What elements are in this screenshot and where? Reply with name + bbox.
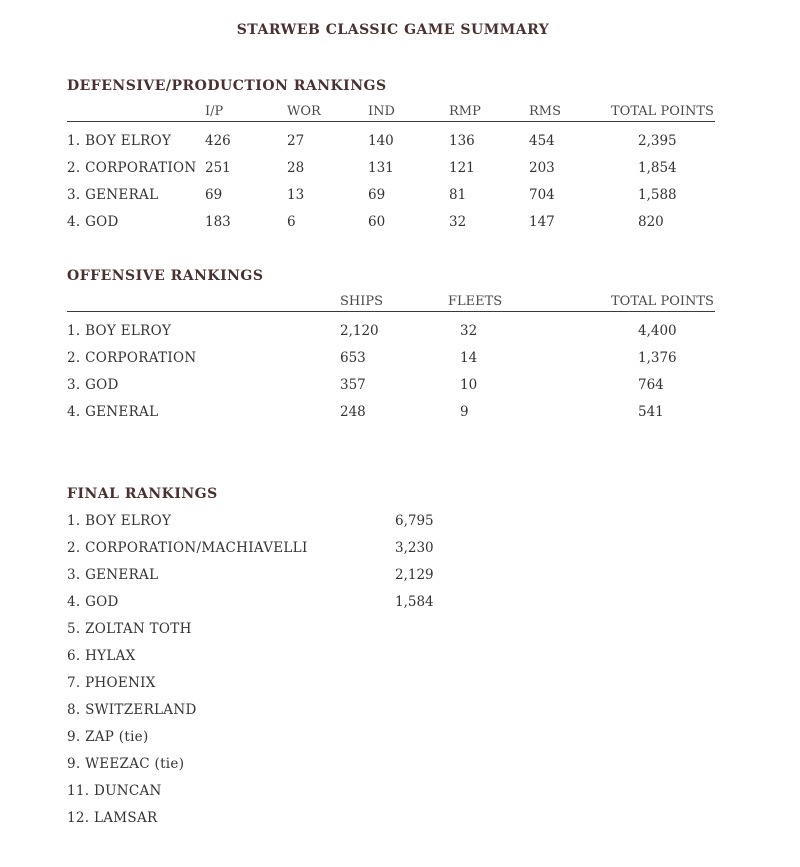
player-name: 1. BOY ELROY <box>67 323 172 339</box>
defensive-header-rule <box>67 121 715 122</box>
rmp-value: 136 <box>449 133 475 149</box>
player-name: 12. LAMSAR <box>67 810 158 826</box>
col-header-ind: IND <box>368 104 395 119</box>
col-header-total-points: TOTAL POINTS <box>611 294 714 309</box>
ind-value: 131 <box>368 160 394 176</box>
total-points-value: 1,376 <box>638 350 677 366</box>
fleets-value: 10 <box>460 377 478 393</box>
player-name: 9. WEEZAC (tie) <box>67 756 185 772</box>
wor-value: 6 <box>287 214 296 230</box>
fleets-value: 9 <box>460 404 469 420</box>
page-title: STARWEB CLASSIC GAME SUMMARY <box>236 22 550 38</box>
final-points: 1,584 <box>395 594 434 610</box>
total-points-value: 1,854 <box>638 160 677 176</box>
player-name: 1. BOY ELROY <box>67 133 172 149</box>
fleets-value: 14 <box>460 350 478 366</box>
ind-value: 60 <box>368 214 386 230</box>
col-header-ships: SHIPS <box>340 294 384 309</box>
player-name: 4. GOD <box>67 594 119 610</box>
total-points-value: 2,395 <box>638 133 677 149</box>
player-name: 1. BOY ELROY <box>67 513 172 529</box>
player-name: 3. GOD <box>67 377 119 393</box>
ip-value: 426 <box>205 133 231 149</box>
player-name: 2. CORPORATION/MACHIAVELLI <box>67 540 308 556</box>
player-name: 7. PHOENIX <box>67 675 156 691</box>
total-points-value: 541 <box>638 404 664 420</box>
fleets-value: 32 <box>460 323 478 339</box>
final-heading: FINAL RANKINGS <box>67 486 218 502</box>
rmp-value: 81 <box>449 187 467 203</box>
player-name: 4. GOD <box>67 214 119 230</box>
final-points: 6,795 <box>395 513 434 529</box>
ip-value: 69 <box>205 187 223 203</box>
player-name: 5. ZOLTAN TOTH <box>67 621 192 637</box>
player-name: 6. HYLAX <box>67 648 136 664</box>
player-name: 11. DUNCAN <box>67 783 162 799</box>
col-header-wor: WOR <box>287 104 321 119</box>
player-name: 2. CORPORATION <box>67 350 197 366</box>
offensive-header-rule <box>67 311 715 312</box>
rmp-value: 32 <box>449 214 467 230</box>
total-points-value: 4,400 <box>638 323 677 339</box>
player-name: 2. CORPORATION <box>67 160 197 176</box>
ships-value: 653 <box>340 350 366 366</box>
col-header-fleets: FLEETS <box>448 294 503 309</box>
player-name: 8. SWITZERLAND <box>67 702 197 718</box>
final-points: 2,129 <box>395 567 434 583</box>
ind-value: 69 <box>368 187 386 203</box>
ind-value: 140 <box>368 133 394 149</box>
rms-value: 147 <box>529 214 555 230</box>
ip-value: 183 <box>205 214 231 230</box>
rmp-value: 121 <box>449 160 475 176</box>
wor-value: 28 <box>287 160 305 176</box>
wor-value: 13 <box>287 187 305 203</box>
ships-value: 248 <box>340 404 366 420</box>
final-points: 3,230 <box>395 540 434 556</box>
col-header-ip: I/P <box>205 104 224 119</box>
player-name: 9. ZAP (tie) <box>67 729 149 745</box>
offensive-heading: OFFENSIVE RANKINGS <box>67 268 264 284</box>
total-points-value: 764 <box>638 377 664 393</box>
player-name: 3. GENERAL <box>67 187 159 203</box>
defensive-heading: DEFENSIVE/PRODUCTION RANKINGS <box>67 78 387 94</box>
ip-value: 251 <box>205 160 231 176</box>
ships-value: 357 <box>340 377 366 393</box>
rms-value: 203 <box>529 160 555 176</box>
ships-value: 2,120 <box>340 323 379 339</box>
col-header-rmp: RMP <box>449 104 481 119</box>
col-header-rms: RMS <box>529 104 562 119</box>
total-points-value: 1,588 <box>638 187 677 203</box>
wor-value: 27 <box>287 133 305 149</box>
player-name: 4. GENERAL <box>67 404 159 420</box>
total-points-value: 820 <box>638 214 664 230</box>
player-name: 3. GENERAL <box>67 567 159 583</box>
rms-value: 704 <box>529 187 555 203</box>
rms-value: 454 <box>529 133 555 149</box>
col-header-total-points: TOTAL POINTS <box>611 104 714 119</box>
